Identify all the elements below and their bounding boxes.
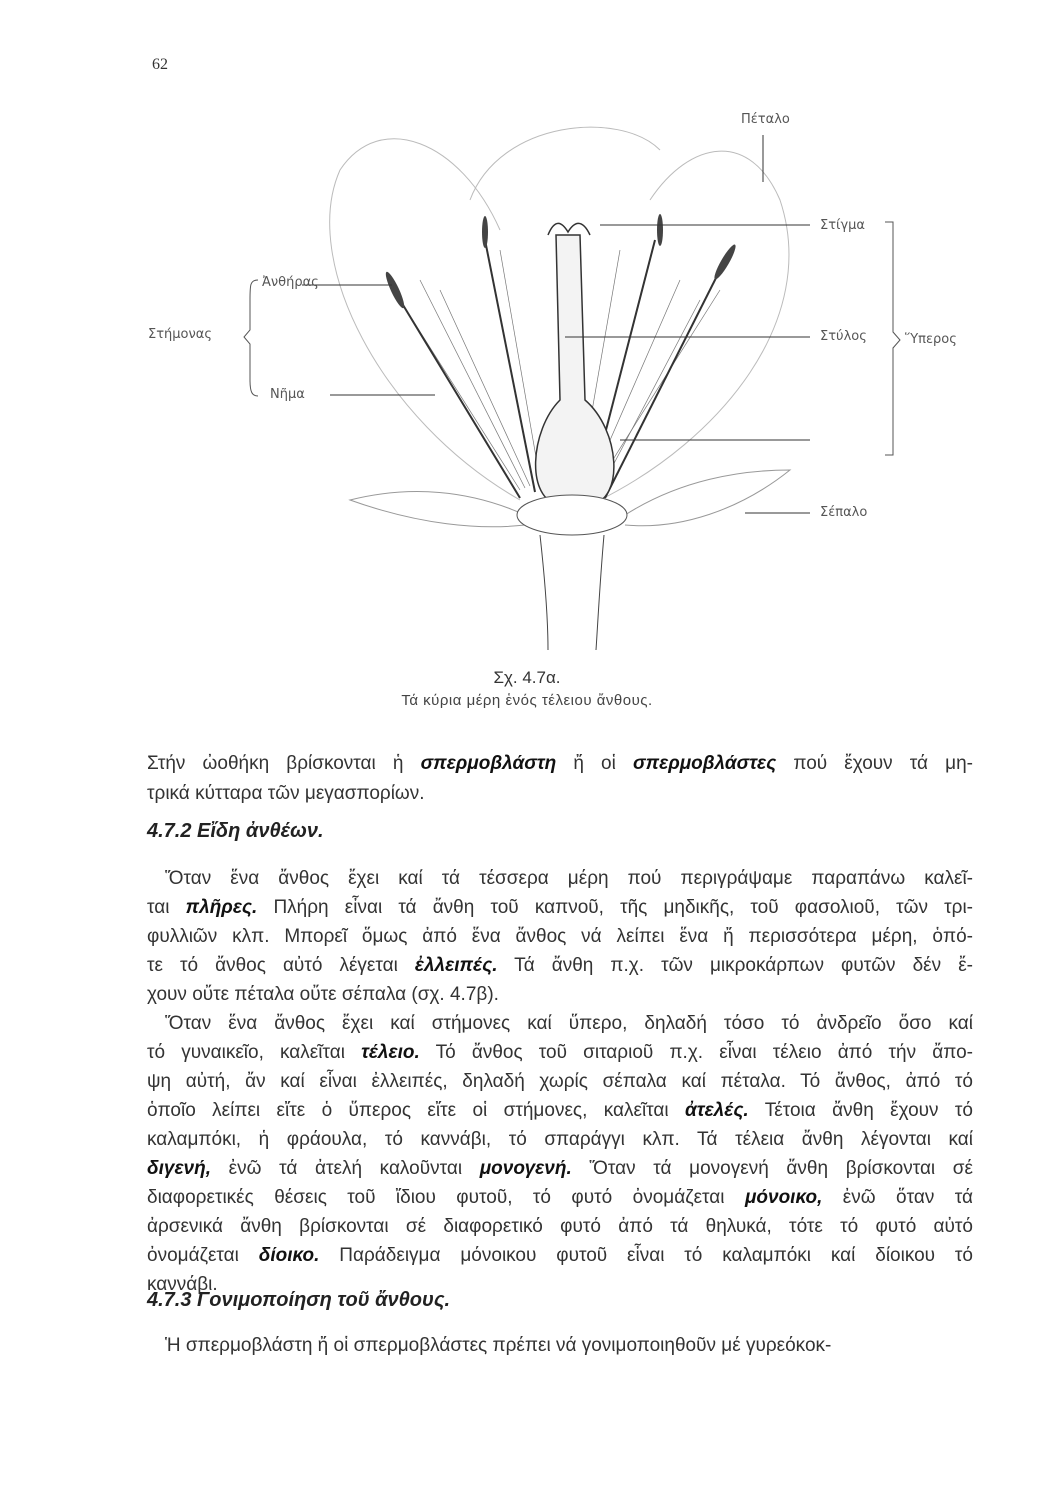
text-line (147, 954, 973, 978)
section-heading-4-7-3: 4.7.3 Γονιμοποίηση τοῦ ἄνθους. (147, 1289, 451, 1311)
text-line (147, 1041, 973, 1065)
label-style: Στύλος (820, 329, 867, 344)
petal-right-outline (600, 151, 789, 500)
sepal-left (350, 492, 525, 527)
text-run: διαφορετικές θέσεις τοῦ ἴδιου φυτοῦ, τό φυτό ὀνομάζεται (147, 1187, 745, 1208)
text-run: Τό ἄνθος τοῦ σιταριοῦ π.χ. εἶναι τέλειο ἀπό τήν ἄπο- (419, 1042, 973, 1063)
label-filament: Νῆμα (270, 387, 305, 402)
stigma-shape (548, 223, 590, 235)
text-run: καλαμπόκι, ἡ φράουλα, τό καννάβι, τό σπαράγγι κλπ. Τά τέλεια ἄνθη λέγονται καί (147, 1129, 973, 1150)
text-line (147, 896, 973, 920)
bold-term: ἐλλειπές. (414, 955, 498, 976)
text-run: πού ἔχουν τά μη- (776, 753, 973, 774)
figure-caption: Τά κύρια μέρη ἑνός τέλειου ἄνθους. (401, 692, 653, 709)
text-run: φυλλιῶν κλπ. Μπορεῖ ὅμως ἀπό ἕνα ἄνθος νά λείπει ἕνα ἤ περισσότερα μέρη, ὁπό- (147, 926, 973, 947)
text-run: ὀνομάζεται (147, 1245, 259, 1266)
text-run: ὁποῖο λείπει εἴτε ὁ ὕπερος εἴτε οἱ στήμονες, καλεῖται (147, 1100, 686, 1121)
label-stigma: Στίγμα (820, 218, 865, 233)
text-run: ται (147, 897, 186, 918)
text-run: Πλήρη εἶναι τά ἄνθη τοῦ καπνοῦ, τῆς μηδικῆς, τοῦ φασολιοῦ, τῶν τρι- (257, 897, 973, 918)
stamen-brace (244, 280, 258, 396)
bold-term: ἀτελές. (685, 1100, 749, 1121)
receptacle (517, 495, 627, 535)
bold-term: τέλειο. (361, 1042, 420, 1063)
sepal-right (625, 470, 790, 526)
text-run: Ὅταν ἕνα ἄνθος ἔχει καί τά τέσσερα μέρη πού περιγράψαμε παραπάνω καλεῖ- (165, 868, 973, 889)
text-line (147, 782, 973, 806)
text-run: Τά ἄνθη π.χ. τῶν μικροκάρπων φυτῶν δέν ἔ- (497, 955, 973, 976)
petal-center-outline (470, 127, 660, 200)
text-line (147, 752, 973, 776)
text-run: Τέτοια ἄνθη ἔχουν τό (748, 1100, 973, 1121)
text-run: καννάβι. (147, 1274, 218, 1295)
text-line (165, 1012, 973, 1036)
petal-left-outline (330, 139, 520, 500)
label-sepal: Σέπαλο (820, 505, 868, 520)
bold-term: μονογενή. (479, 1158, 572, 1179)
pistil-shape (536, 235, 614, 505)
text-run: ἀρσενικά ἄνθη βρίσκονται σέ διαφορετικό φυτό ἀπό τά θηλυκά, τότε τό φυτό αὐτό (147, 1216, 973, 1237)
text-line (147, 1128, 973, 1152)
bold-term: πλῆρες. (185, 897, 258, 918)
text-line (147, 925, 973, 949)
text-line (147, 1186, 973, 1210)
text-line (165, 867, 973, 891)
figure-number: Σχ. 4.7α. (493, 668, 561, 687)
label-stamen: Στήμονας (148, 327, 212, 342)
text-run: τρικά κύτταρα τῶν μεγασπορίων. (147, 783, 425, 804)
label-pistil: Ὕπερος (905, 332, 957, 347)
text-run: Στήν ὠοθήκη βρίσκονται ἡ (147, 753, 421, 774)
text-run: Ἡ σπερμοβλάστη ἤ οἱ σπερμοβλάστες πρέπει νά γονιμοποιηθοῦν μέ γυρεόκοκ- (165, 1335, 832, 1356)
bold-term: διγενή, (147, 1158, 211, 1179)
text-line (147, 1215, 973, 1239)
text-run: ψη αὐτή, ἄν καί εἶναι ἐλλειπές, δηλαδή χωρίς σέπαλα καί πέταλα. Τό ἄνθος, ἀπό τό (147, 1071, 973, 1092)
text-run: χουν οὔτε πέταλα οὔτε σέπαλα (σχ. 4.7β). (147, 984, 499, 1005)
section-heading-4-7-2: 4.7.2 Εἴδη ἀνθέων. (147, 820, 324, 842)
text-run: ἐνῶ ὅταν τά (822, 1187, 973, 1208)
text-line (147, 1099, 973, 1123)
text-run: Ὅταν τά μονογενή ἄνθη βρίσκονται σέ (571, 1158, 974, 1179)
text-line (147, 1157, 973, 1181)
text-run: Παράδειγμα μόνοικου φυτοῦ εἶναι τό καλαμπόκι καί δίοικου τό (319, 1245, 973, 1266)
flower-diagram (0, 0, 1054, 720)
text-run: Ὅταν ἕνα ἄνθος ἔχει καί στήμονες καί ὕπερο, δηλαδή τόσο τό ἀνδρεῖο ὅσο καί (165, 1013, 973, 1034)
text-line (147, 1244, 973, 1268)
bold-term: σπερμοβλάστη (420, 753, 557, 774)
text-line (147, 1070, 973, 1094)
text-run: ἤ οἱ (556, 753, 633, 774)
bold-term: μόνοικο, (744, 1187, 823, 1208)
stem (540, 535, 604, 650)
bold-term: δίοικο. (258, 1245, 320, 1266)
bold-term: σπερμοβλάστες (632, 753, 777, 774)
pistil-bracket (885, 222, 900, 455)
text-line (165, 1334, 973, 1358)
text-run: τε τό ἄνθος αὐτό λέγεται (147, 955, 415, 976)
label-petal: Πέταλο (741, 112, 790, 127)
text-run: ἐνῶ τά ἀτελή καλοῦνται (211, 1158, 480, 1179)
text-line (147, 983, 973, 1007)
page-number: 62 (152, 56, 168, 73)
label-anther: Ἀνθήρας (262, 275, 319, 290)
text-run: τό γυναικεῖο, καλεῖται (147, 1042, 362, 1063)
